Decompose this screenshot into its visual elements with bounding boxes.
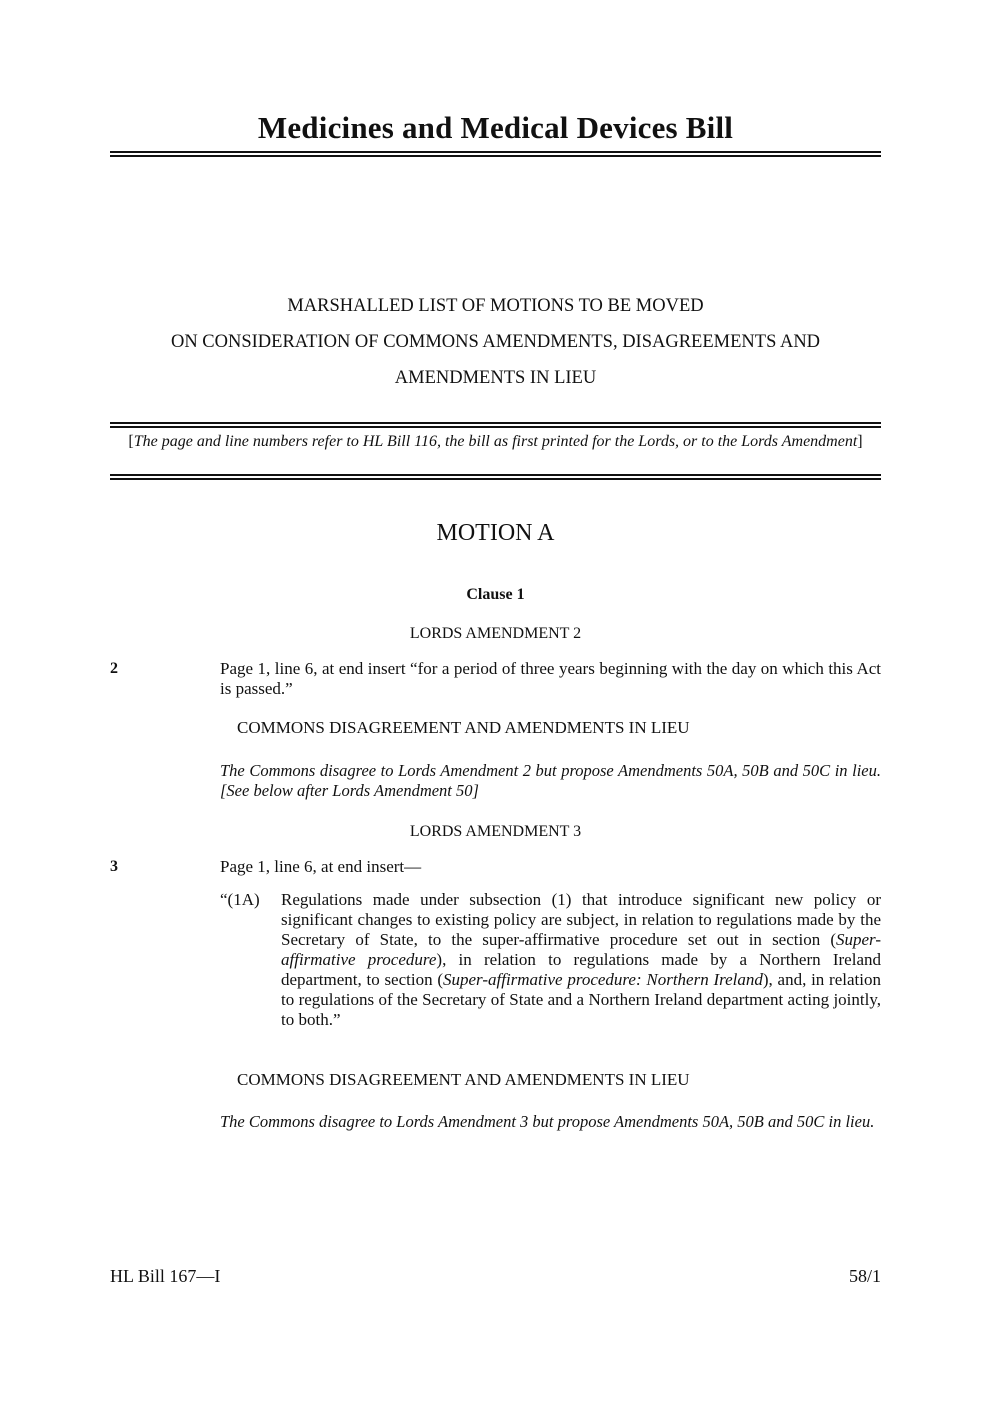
heading-line-3: AMENDMENTS IN LIEU — [394, 368, 597, 388]
note-top-rule — [110, 422, 881, 428]
subsection-1a-text — [281, 890, 881, 1030]
motion-title: MOTION A — [436, 520, 555, 546]
amendment-3-text: Page 1, line 6, at end insert— — [220, 857, 422, 876]
clause-heading: Clause 1 — [466, 586, 525, 603]
subsection-label: “(1A) — [220, 890, 260, 909]
title-double-rule — [110, 151, 881, 157]
amendment-number-3: 3 — [110, 858, 118, 875]
document-title: Medicines and Medical Devices Bill — [257, 110, 734, 145]
commons-disagreement-text-2: The Commons disagree to Lords Amendment 2 but propose Amendments 50A, 50B and 50C in lieu. [See below after Lords Amendment 50] — [220, 761, 881, 800]
quote-part: Regulations made under subsection (1) that introduce significant new policy or significant changes to existing policy are subject, in relation to regulations made by the Secretary of State, to the super-affirmative procedure set out in section ( — [281, 890, 881, 949]
quote-part: ), and, in relation to regulations of the Secretary of State and a Northern Ireland department acting jointly, to both.” — [281, 970, 881, 1029]
note-bracket-open: [ — [128, 433, 134, 450]
commons-disagreement-heading-3: COMMONS DISAGREEMENT AND AMENDMENTS IN LIEU — [237, 1070, 690, 1089]
heading-line-2: ON CONSIDERATION OF COMMONS AMENDMENTS, DISAGREEMENTS AND — [170, 332, 821, 352]
note-text: The page and line numbers refer to HL Bill 116, the bill as first printed for the Lords, or to the Lords Amendment — [133, 433, 858, 450]
quote-part: ), in relation to regulations made by a Northern Ireland department, to section ( — [281, 950, 881, 989]
footer-bill-number: HL Bill 167—I — [110, 1266, 221, 1286]
commons-disagreement-heading-2: COMMONS DISAGREEMENT AND AMENDMENTS IN LIEU — [237, 718, 690, 737]
note-bottom-rule — [110, 474, 881, 480]
footer-page-number: 58/1 — [848, 1266, 881, 1286]
reference-note — [110, 432, 881, 451]
note-bracket-close: ] — [857, 433, 863, 450]
heading-line-1: MARSHALLED LIST OF MOTIONS TO BE MOVED — [287, 296, 704, 316]
quote-italic-part: Super-affirmative procedure — [281, 930, 881, 969]
quote-italic-part: Super-affirmative procedure: Northern Ireland — [443, 970, 763, 989]
commons-disagreement-text-3: The Commons disagree to Lords Amendment 3 but propose Amendments 50A, 50B and 50C in lieu. — [220, 1112, 875, 1131]
lords-amendment-3-heading: LORDS AMENDMENT 3 — [409, 823, 582, 840]
marshalled-list-heading — [110, 288, 881, 396]
amendment-2-text: Page 1, line 6, at end insert “for a period of three years beginning with the day on which this Act is passed.” — [220, 659, 881, 698]
amendment-number-2: 2 — [110, 660, 118, 677]
lords-amendment-2-heading: LORDS AMENDMENT 2 — [409, 625, 582, 642]
